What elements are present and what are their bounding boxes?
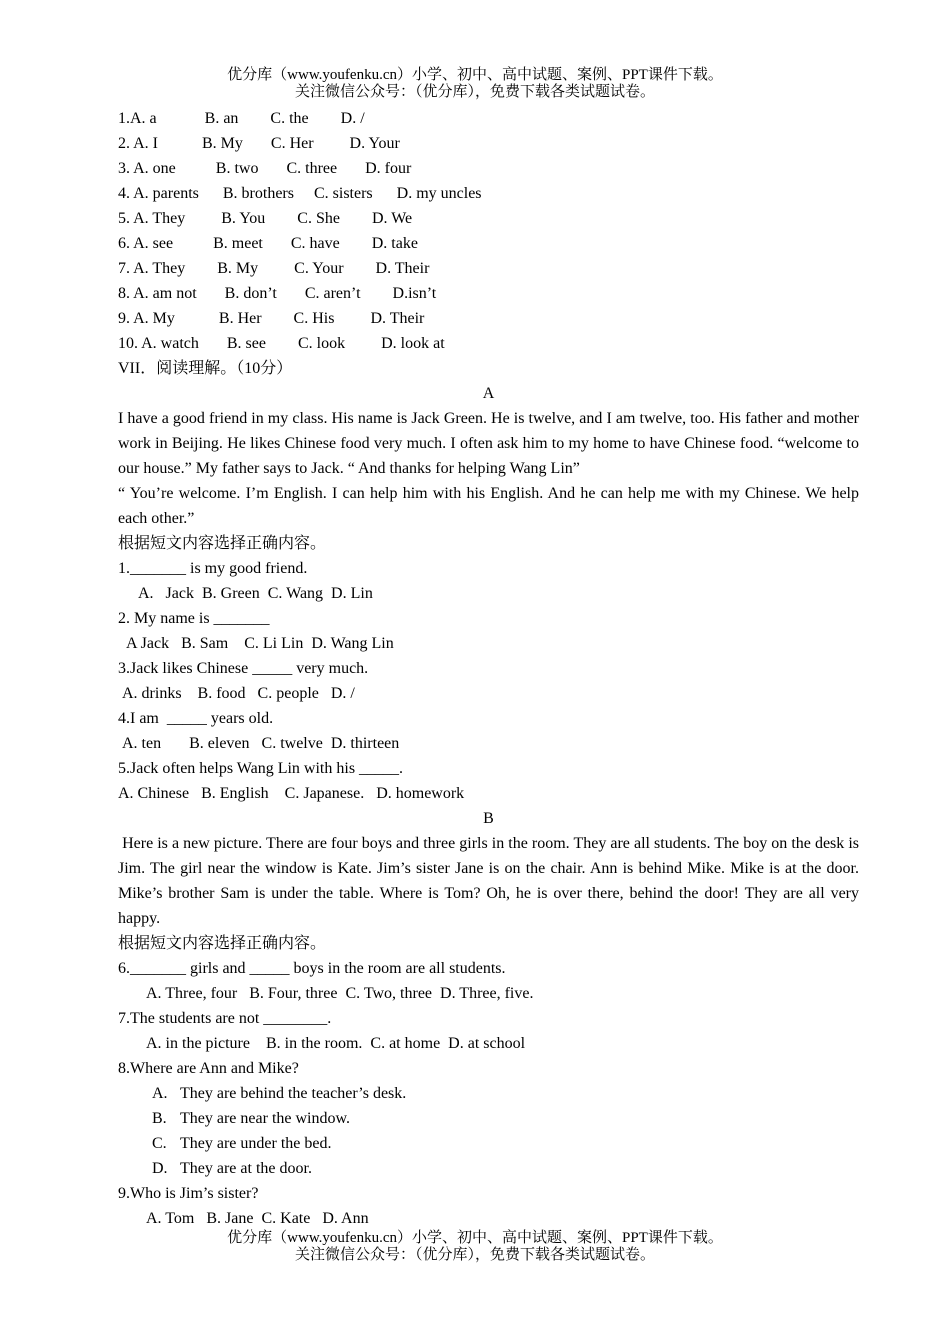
passage-a-paragraph-2: “ You’re welcome. I’m English. I can help him with his English. And he can help me with my Chinese. We help each other.” xyxy=(118,485,859,527)
question-2-options: A Jack B. Sam C. Li Lin D. Wang Lin xyxy=(126,635,394,652)
option-label: D. xyxy=(152,1160,168,1177)
question-7: 7.The students are not ________. xyxy=(118,1010,332,1027)
passage-b-paragraph: Here is a new picture. There are four boys and three girls in the room. They are all students. The boy on the desk is Jim. The girl near the window is Kate. Jim’s sister Jane is on the chair. Ann is behind Mike. Mike is at the door. Mike’s brother Sam is under the table. Where is Tom? Oh, he is over there, behind the door! They are all very happy. xyxy=(118,835,864,927)
question-1-options: A. Jack B. Green C. Wang D. Lin xyxy=(138,585,373,602)
question-6-options: A. Three, four B. Four, three C. Two, three D. Three, five. xyxy=(146,985,534,1002)
question-4-options: A. ten B. eleven C. twelve D. thirteen xyxy=(122,735,400,752)
option-label: C. xyxy=(152,1135,167,1152)
page-header xyxy=(0,67,950,101)
exam-content xyxy=(118,106,864,1231)
question-3-options: A. drinks B. food C. people D. / xyxy=(122,685,355,702)
option-label: B. xyxy=(152,1110,167,1127)
footer-line-1: 优分库（www.youfenku.cn）小学、初中、高中试题、案例、PPT课件下载。 xyxy=(227,1230,723,1246)
cloze-option-row: 5. A. They B. You C. She D. We xyxy=(118,210,413,227)
section-title: VII．阅读理解。（10分） xyxy=(118,360,293,377)
passage-b-instruction: 根据短文内容选择正确内容。 xyxy=(118,935,327,952)
passage-a-instruction: 根据短文内容选择正确内容。 xyxy=(118,535,327,552)
question-7-options: A. in the picture B. in the room. C. at home D. at school xyxy=(146,1035,526,1052)
header-line-2: 关注微信公众号：（优分库），免费下载各类试题试卷。 xyxy=(294,84,655,100)
cloze-option-row: 2. A. I B. My C. Her D. Your xyxy=(118,135,400,152)
cloze-option-row: 6. A. see B. meet C. have D. take xyxy=(118,235,418,252)
cloze-option-row: 10. A. watch B. see C. look D. look at xyxy=(118,335,445,352)
question-8: 8.Where are Ann and Mike? xyxy=(118,1060,299,1077)
passage-a-paragraph-1: I have a good friend in my class. His name is Jack Green. He is twelve, and I am twelve, too. His father and mother work in Beijing. He likes Chinese food very much. I often ask him to my home to have Chinese food. “welcome to our house.” My father says to Jack. “ And thanks for helping Wang Lin” xyxy=(118,410,859,477)
question-4: 4.I am _____ years old. xyxy=(118,710,274,727)
question-9: 9.Who is Jim’s sister? xyxy=(118,1185,259,1202)
question-5: 5.Jack often helps Wang Lin with his _____. xyxy=(118,760,404,777)
question-8-option-b xyxy=(118,1106,859,1131)
header-line-1: 优分库（www.youfenku.cn）小学、初中、高中试题、案例、PPT课件下载。 xyxy=(227,67,723,83)
question-1: 1._______ is my good friend. xyxy=(118,560,308,577)
footer-line-2: 关注微信公众号：（优分库），免费下载各类试题试卷。 xyxy=(294,1247,655,1263)
option-text: They are near the window. xyxy=(180,1110,350,1127)
cloze-option-row: 9. A. My B. Her C. His D. Their xyxy=(118,310,425,327)
option-text: They are under the bed. xyxy=(180,1135,332,1152)
question-8-option-c xyxy=(118,1131,859,1156)
cloze-option-row: 7. A. They B. My C. Your D. Their xyxy=(118,260,430,277)
question-3: 3.Jack likes Chinese _____ very much. xyxy=(118,660,369,677)
option-text: They are behind the teacher’s desk. xyxy=(180,1085,407,1102)
question-6: 6._______ girls and _____ boys in the room are all students. xyxy=(118,960,506,977)
cloze-option-row: 8. A. am not B. don’t C. aren’t D.isn’t xyxy=(118,285,437,302)
question-2: 2. My name is _______ xyxy=(118,610,270,627)
cloze-option-row: 1.A. a B. an C. the D. / xyxy=(118,110,365,127)
option-text: They are at the door. xyxy=(180,1160,312,1177)
question-9-options: A. Tom B. Jane C. Kate D. Ann xyxy=(146,1210,369,1227)
passage-b-label: B xyxy=(483,810,494,827)
question-5-options: A. Chinese B. English C. Japanese. D. homework xyxy=(118,785,465,802)
cloze-option-row: 3. A. one B. two C. three D. four xyxy=(118,160,412,177)
question-8-option-a xyxy=(118,1081,859,1106)
question-8-option-d xyxy=(118,1156,859,1181)
cloze-options xyxy=(118,106,859,356)
option-label: A. xyxy=(152,1085,168,1102)
page-footer xyxy=(0,1230,950,1264)
cloze-option-row: 4. A. parents B. brothers C. sisters D. my uncles xyxy=(118,185,482,202)
passage-a-label: A xyxy=(482,385,495,402)
